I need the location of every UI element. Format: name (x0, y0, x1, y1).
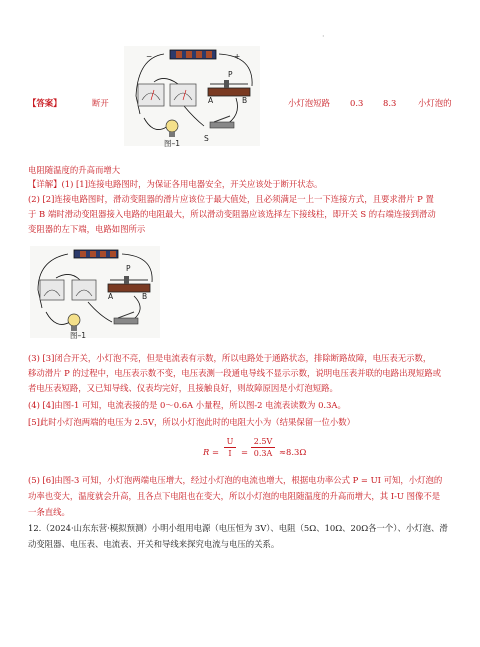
answer-blank-4: 8.3 (383, 98, 397, 108)
switch-icon (114, 318, 138, 324)
detail-line-4: 变阻器的左下端，电路如图所示 (28, 224, 146, 234)
answer-blank-2: 小灯泡短路 (288, 98, 330, 108)
figure2-caption: 图–1 (70, 331, 87, 340)
formula-f1-num: U (226, 437, 234, 446)
detail-line-10: (5) [6]由图-3 可知，小灯泡两端电压增大，经过小灯泡的电流也增大，根据电功率公式 P = UI 可知，小灯泡的 (28, 475, 443, 485)
formula-eq: = (241, 447, 249, 457)
formula-result: ≈8.3Ω (279, 447, 307, 457)
switch-icon (210, 122, 234, 128)
slider-label-p: P (126, 264, 131, 273)
detail-line-7: 者电压表短路，又已知导线、仪表均完好，且接触良好，则故障原因是小灯泡短路。 (28, 383, 338, 393)
answer-blank-3: 0.3 (350, 98, 364, 108)
circuit-diagram-2 (30, 246, 160, 338)
voltmeter-icon (138, 84, 164, 106)
question-12-line-1: 12.（2024·山东东营·模拟预测）小明小组用电源（电压恒为 3V）、电阻（5Ω、10Ω、20Ω各一个）、小灯泡、滑 (28, 523, 448, 533)
terminal-label-a: A (208, 96, 214, 105)
bulb-icon (166, 120, 178, 132)
formula-fraction-2 (251, 437, 275, 458)
formula-f1-den: I (228, 449, 232, 458)
slider-label-p: P (228, 70, 233, 79)
minus-label: − (146, 52, 153, 61)
plus-label: + (234, 52, 241, 61)
detail-line-2: (2) [2]连接电路图时，滑动变阻器的滑片应该位于最大值处，且必须满足一上一下连接方式，且要求滑片 P 置 (28, 194, 434, 204)
circuit-figure-1 (124, 46, 260, 146)
answer-blank-5: 小灯泡的 (418, 98, 452, 108)
formula-f2-den: 0.3A (253, 449, 273, 458)
detail-line-9: [5]此时小灯泡两端的电压为 2.5V，所以小灯泡此时的电阻大小为（结果保留一位小数） (28, 417, 356, 427)
answer-tag: 【答案】 (28, 98, 62, 108)
ammeter-icon (170, 84, 196, 106)
detail-line-3: 于 B 端时滑动变阻器接入电路的电阻最大，所以滑动变阻器应该选择左下接线柱，即开关 S 的右端连接到滑动 (28, 209, 436, 219)
formula-f2-num: 2.5V (253, 437, 273, 446)
formula-fraction-1 (224, 437, 236, 458)
answer-blank-1: 断开 (92, 98, 109, 108)
bulb-icon (68, 314, 80, 326)
terminal-label-b: B (142, 292, 148, 301)
corner-mark: · (322, 32, 325, 41)
detail-line-12: 一条直线。 (28, 507, 70, 517)
rheostat-icon (108, 284, 150, 292)
detail-line-1: 【详解】(1) [1]连接电路图时，为保证各用电器安全，开关应该处于断开状态。 (28, 179, 323, 189)
terminal-label-a: A (108, 292, 114, 301)
detail-line-8: (4) [4]由图-1 可知，电流表接的是 0～0.6A 小量程，所以图-2 电流表读数为 0.3A。 (28, 400, 346, 410)
answer-continuation: 电阻随温度的升高而增大 (28, 165, 121, 175)
figure1-caption: 图–1 (164, 139, 181, 148)
formula-lhs: R = (203, 447, 219, 457)
rheostat-icon (208, 88, 250, 96)
terminal-label-b: B (242, 96, 248, 105)
detail-line-5: (3) [3]闭合开关，小灯泡不亮，但是电流表有示数，所以电路处于通路状态，排除断路故障，电压表无示数， (28, 353, 432, 363)
question-12-line-2: 动变阻器、电压表、电流表、开关和导线来探究电流与电压的关系。 (28, 539, 280, 549)
detail-line-11: 功率也变大，温度就会升高，且各点下电阻也在变大，所以小灯泡的电阻随温度的升高而增大，其 I-U 图像不是 (28, 491, 441, 501)
detail-line-6: 移动滑片 P 的过程中，电压表示数不变，电压表测一段通电导线不显示示数，说明电压表并联的电路出现短路或 (28, 368, 441, 378)
circuit-figure-2 (30, 246, 160, 338)
switch-label-s: S (204, 134, 209, 143)
circuit-diagram-1 (124, 46, 260, 146)
